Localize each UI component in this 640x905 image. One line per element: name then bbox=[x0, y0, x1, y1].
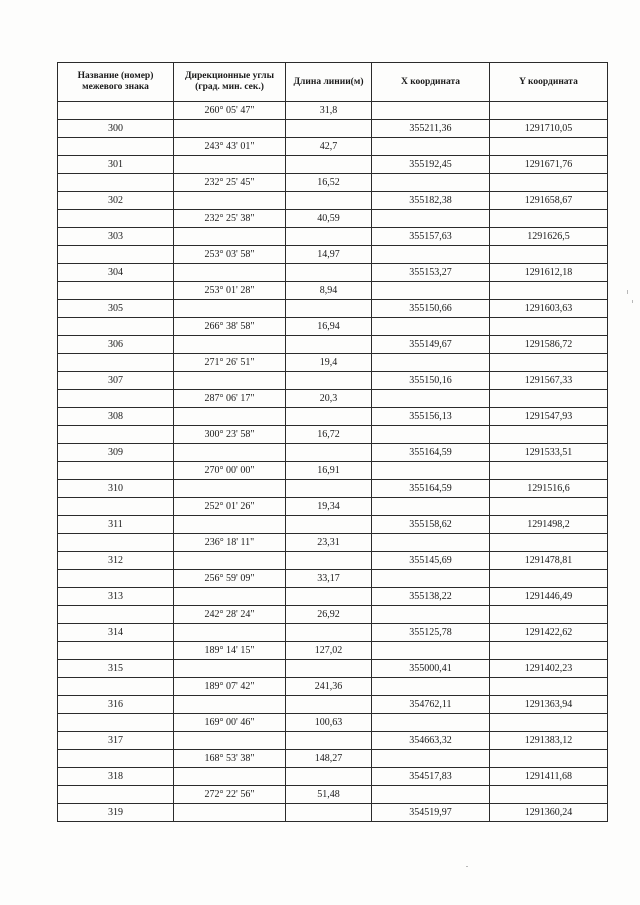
table-row bbox=[58, 768, 608, 786]
cell-x-coordinate bbox=[372, 426, 490, 444]
cell-x-coordinate bbox=[372, 246, 490, 264]
cell-x-coordinate bbox=[372, 534, 490, 552]
cell-direction-angle: 189° 14' 15" bbox=[174, 642, 286, 660]
cell-y-coordinate: 1291498,2 bbox=[490, 516, 608, 534]
cell-mark-name bbox=[58, 354, 174, 372]
cell-line-length: 8,94 bbox=[286, 282, 372, 300]
cell-line-length: 16,91 bbox=[286, 462, 372, 480]
cell-x-coordinate bbox=[372, 570, 490, 588]
cell-x-coordinate: 354519,97 bbox=[372, 804, 490, 822]
cell-x-coordinate: 355164,59 bbox=[372, 480, 490, 498]
cell-direction-angle: 253° 03' 58" bbox=[174, 246, 286, 264]
cell-y-coordinate: 1291586,72 bbox=[490, 336, 608, 354]
cell-y-coordinate bbox=[490, 462, 608, 480]
cell-x-coordinate bbox=[372, 786, 490, 804]
boundary-coordinates-table bbox=[57, 62, 608, 822]
cell-y-coordinate bbox=[490, 246, 608, 264]
cell-mark-name: 316 bbox=[58, 696, 174, 714]
cell-line-length: 33,17 bbox=[286, 570, 372, 588]
cell-y-coordinate bbox=[490, 354, 608, 372]
cell-x-coordinate: 355000,41 bbox=[372, 660, 490, 678]
header-y-coordinate: Y координата bbox=[490, 63, 608, 102]
cell-x-coordinate: 354517,83 bbox=[372, 768, 490, 786]
table-row bbox=[58, 408, 608, 426]
cell-direction-angle: 272° 22' 56" bbox=[174, 786, 286, 804]
table-row bbox=[58, 678, 608, 696]
cell-direction-angle: 169° 00' 46" bbox=[174, 714, 286, 732]
table-row bbox=[58, 264, 608, 282]
table-row bbox=[58, 354, 608, 372]
cell-mark-name bbox=[58, 498, 174, 516]
cell-direction-angle bbox=[174, 408, 286, 426]
table-row bbox=[58, 534, 608, 552]
cell-line-length bbox=[286, 552, 372, 570]
cell-mark-name: 319 bbox=[58, 804, 174, 822]
cell-y-coordinate bbox=[490, 318, 608, 336]
cell-y-coordinate: 1291446,49 bbox=[490, 588, 608, 606]
cell-y-coordinate bbox=[490, 138, 608, 156]
cell-direction-angle: 300° 23' 58" bbox=[174, 426, 286, 444]
cell-line-length: 31,8 bbox=[286, 102, 372, 120]
cell-y-coordinate: 1291671,76 bbox=[490, 156, 608, 174]
cell-direction-angle: 287° 06' 17" bbox=[174, 390, 286, 408]
table-row bbox=[58, 336, 608, 354]
cell-line-length bbox=[286, 588, 372, 606]
cell-x-coordinate bbox=[372, 750, 490, 768]
cell-x-coordinate bbox=[372, 498, 490, 516]
cell-line-length: 19,4 bbox=[286, 354, 372, 372]
cell-direction-angle: 168° 53' 38" bbox=[174, 750, 286, 768]
cell-line-length bbox=[286, 444, 372, 462]
cell-y-coordinate: 1291383,12 bbox=[490, 732, 608, 750]
table-row bbox=[58, 696, 608, 714]
cell-line-length: 100,63 bbox=[286, 714, 372, 732]
cell-direction-angle bbox=[174, 480, 286, 498]
table-row bbox=[58, 102, 608, 120]
cell-x-coordinate: 355211,36 bbox=[372, 120, 490, 138]
cell-mark-name bbox=[58, 462, 174, 480]
cell-direction-angle bbox=[174, 192, 286, 210]
cell-mark-name: 313 bbox=[58, 588, 174, 606]
cell-x-coordinate bbox=[372, 282, 490, 300]
cell-line-length bbox=[286, 192, 372, 210]
cell-line-length: 127,02 bbox=[286, 642, 372, 660]
cell-mark-name bbox=[58, 642, 174, 660]
table-row bbox=[58, 120, 608, 138]
cell-x-coordinate: 355150,66 bbox=[372, 300, 490, 318]
cell-line-length bbox=[286, 660, 372, 678]
header-x-coordinate: X координата bbox=[372, 63, 490, 102]
margin-speck bbox=[632, 300, 633, 303]
cell-direction-angle bbox=[174, 552, 286, 570]
cell-mark-name bbox=[58, 246, 174, 264]
cell-y-coordinate: 1291360,24 bbox=[490, 804, 608, 822]
cell-line-length bbox=[286, 408, 372, 426]
table-row bbox=[58, 516, 608, 534]
cell-y-coordinate bbox=[490, 102, 608, 120]
table-row bbox=[58, 444, 608, 462]
cell-direction-angle: 256° 59' 09" bbox=[174, 570, 286, 588]
cell-direction-angle: 266° 38' 58" bbox=[174, 318, 286, 336]
cell-line-length bbox=[286, 156, 372, 174]
cell-direction-angle bbox=[174, 516, 286, 534]
cell-line-length: 20,3 bbox=[286, 390, 372, 408]
table-row bbox=[58, 246, 608, 264]
cell-mark-name bbox=[58, 174, 174, 192]
cell-line-length: 16,94 bbox=[286, 318, 372, 336]
table-row bbox=[58, 462, 608, 480]
cell-y-coordinate: 1291567,33 bbox=[490, 372, 608, 390]
cell-mark-name bbox=[58, 426, 174, 444]
cell-x-coordinate: 355125,78 bbox=[372, 624, 490, 642]
table-row bbox=[58, 390, 608, 408]
table-row bbox=[58, 714, 608, 732]
cell-mark-name: 308 bbox=[58, 408, 174, 426]
cell-mark-name: 315 bbox=[58, 660, 174, 678]
cell-mark-name: 305 bbox=[58, 300, 174, 318]
cell-line-length bbox=[286, 336, 372, 354]
cell-line-length bbox=[286, 732, 372, 750]
cell-y-coordinate: 1291411,68 bbox=[490, 768, 608, 786]
margin-speck bbox=[627, 290, 628, 294]
table-row bbox=[58, 624, 608, 642]
table-row bbox=[58, 192, 608, 210]
cell-mark-name bbox=[58, 534, 174, 552]
table-row bbox=[58, 804, 608, 822]
cell-y-coordinate bbox=[490, 534, 608, 552]
cell-x-coordinate bbox=[372, 174, 490, 192]
cell-line-length: 16,52 bbox=[286, 174, 372, 192]
table-row bbox=[58, 570, 608, 588]
header-direction-angle: Дирекционные углы (град. мин. сек.) bbox=[174, 63, 286, 102]
cell-line-length: 241,36 bbox=[286, 678, 372, 696]
cell-line-length bbox=[286, 120, 372, 138]
cell-line-length: 51,48 bbox=[286, 786, 372, 804]
cell-x-coordinate: 354762,11 bbox=[372, 696, 490, 714]
cell-y-coordinate: 1291710,05 bbox=[490, 120, 608, 138]
table-header-row bbox=[58, 63, 608, 102]
cell-y-coordinate: 1291516,6 bbox=[490, 480, 608, 498]
cell-y-coordinate: 1291658,67 bbox=[490, 192, 608, 210]
cell-x-coordinate bbox=[372, 390, 490, 408]
cell-x-coordinate bbox=[372, 318, 490, 336]
cell-line-length: 40,59 bbox=[286, 210, 372, 228]
table-row bbox=[58, 372, 608, 390]
table-row bbox=[58, 552, 608, 570]
cell-direction-angle bbox=[174, 732, 286, 750]
table-row bbox=[58, 138, 608, 156]
cell-line-length bbox=[286, 480, 372, 498]
cell-y-coordinate: 1291603,63 bbox=[490, 300, 608, 318]
table-row bbox=[58, 588, 608, 606]
cell-y-coordinate bbox=[490, 678, 608, 696]
cell-mark-name: 304 bbox=[58, 264, 174, 282]
cell-x-coordinate: 355164,59 bbox=[372, 444, 490, 462]
cell-direction-angle: 189° 07' 42" bbox=[174, 678, 286, 696]
cell-line-length bbox=[286, 804, 372, 822]
cell-x-coordinate: 355157,63 bbox=[372, 228, 490, 246]
cell-x-coordinate: 355138,22 bbox=[372, 588, 490, 606]
cell-y-coordinate: 1291478,81 bbox=[490, 552, 608, 570]
cell-x-coordinate bbox=[372, 606, 490, 624]
cell-line-length bbox=[286, 372, 372, 390]
cell-y-coordinate bbox=[490, 282, 608, 300]
cell-y-coordinate bbox=[490, 714, 608, 732]
table-row bbox=[58, 228, 608, 246]
table-row bbox=[58, 642, 608, 660]
cell-x-coordinate bbox=[372, 102, 490, 120]
cell-line-length bbox=[286, 228, 372, 246]
cell-line-length: 16,72 bbox=[286, 426, 372, 444]
cell-mark-name bbox=[58, 786, 174, 804]
cell-line-length: 19,34 bbox=[286, 498, 372, 516]
cell-mark-name: 307 bbox=[58, 372, 174, 390]
cell-y-coordinate bbox=[490, 570, 608, 588]
table-row bbox=[58, 210, 608, 228]
table-row bbox=[58, 786, 608, 804]
cell-direction-angle bbox=[174, 444, 286, 462]
cell-mark-name: 311 bbox=[58, 516, 174, 534]
table-row bbox=[58, 750, 608, 768]
cell-x-coordinate: 355153,27 bbox=[372, 264, 490, 282]
cell-x-coordinate bbox=[372, 462, 490, 480]
table-row bbox=[58, 300, 608, 318]
cell-direction-angle: 260° 05' 47" bbox=[174, 102, 286, 120]
table-row bbox=[58, 156, 608, 174]
table-row bbox=[58, 480, 608, 498]
cell-mark-name: 303 bbox=[58, 228, 174, 246]
cell-y-coordinate: 1291533,51 bbox=[490, 444, 608, 462]
cell-line-length: 148,27 bbox=[286, 750, 372, 768]
cell-direction-angle: 242° 28' 24" bbox=[174, 606, 286, 624]
table-row bbox=[58, 426, 608, 444]
cell-direction-angle: 236° 18' 11" bbox=[174, 534, 286, 552]
cell-line-length: 23,31 bbox=[286, 534, 372, 552]
cell-direction-angle bbox=[174, 336, 286, 354]
cell-x-coordinate: 355192,45 bbox=[372, 156, 490, 174]
cell-direction-angle: 232° 25' 45" bbox=[174, 174, 286, 192]
table-row bbox=[58, 282, 608, 300]
cell-x-coordinate: 355182,38 bbox=[372, 192, 490, 210]
cell-direction-angle: 232° 25' 38" bbox=[174, 210, 286, 228]
cell-mark-name: 306 bbox=[58, 336, 174, 354]
cell-direction-angle bbox=[174, 300, 286, 318]
cell-x-coordinate: 355145,69 bbox=[372, 552, 490, 570]
cell-y-coordinate: 1291626,5 bbox=[490, 228, 608, 246]
cell-mark-name: 312 bbox=[58, 552, 174, 570]
cell-direction-angle bbox=[174, 264, 286, 282]
cell-mark-name: 310 bbox=[58, 480, 174, 498]
cell-direction-angle bbox=[174, 660, 286, 678]
cell-direction-angle bbox=[174, 156, 286, 174]
cell-mark-name bbox=[58, 318, 174, 336]
cell-y-coordinate bbox=[490, 750, 608, 768]
cell-direction-angle bbox=[174, 768, 286, 786]
cell-y-coordinate bbox=[490, 210, 608, 228]
cell-x-coordinate: 355158,62 bbox=[372, 516, 490, 534]
cell-x-coordinate bbox=[372, 678, 490, 696]
cell-y-coordinate bbox=[490, 426, 608, 444]
cell-line-length bbox=[286, 696, 372, 714]
header-line-length: Длина линии(м) bbox=[286, 63, 372, 102]
cell-y-coordinate: 1291402,23 bbox=[490, 660, 608, 678]
cell-y-coordinate: 1291612,18 bbox=[490, 264, 608, 282]
table-row bbox=[58, 732, 608, 750]
cell-mark-name bbox=[58, 390, 174, 408]
cell-x-coordinate: 354663,32 bbox=[372, 732, 490, 750]
cell-mark-name bbox=[58, 102, 174, 120]
cell-direction-angle: 271° 26' 51" bbox=[174, 354, 286, 372]
cell-x-coordinate bbox=[372, 138, 490, 156]
cell-mark-name: 314 bbox=[58, 624, 174, 642]
cell-direction-angle bbox=[174, 804, 286, 822]
cell-line-length bbox=[286, 516, 372, 534]
cell-line-length bbox=[286, 768, 372, 786]
table-row bbox=[58, 606, 608, 624]
table-row bbox=[58, 498, 608, 516]
cell-x-coordinate: 355149,67 bbox=[372, 336, 490, 354]
cell-y-coordinate bbox=[490, 174, 608, 192]
cell-direction-angle bbox=[174, 696, 286, 714]
cell-mark-name: 300 bbox=[58, 120, 174, 138]
cell-x-coordinate bbox=[372, 642, 490, 660]
cell-mark-name bbox=[58, 714, 174, 732]
cell-mark-name bbox=[58, 606, 174, 624]
cell-line-length bbox=[286, 264, 372, 282]
cell-y-coordinate bbox=[490, 642, 608, 660]
cell-direction-angle: 243° 43' 01" bbox=[174, 138, 286, 156]
cell-line-length bbox=[286, 300, 372, 318]
cell-line-length: 14,97 bbox=[286, 246, 372, 264]
cell-y-coordinate: 1291422,62 bbox=[490, 624, 608, 642]
cell-mark-name bbox=[58, 678, 174, 696]
cell-direction-angle bbox=[174, 372, 286, 390]
table-row bbox=[58, 660, 608, 678]
cell-direction-angle: 253° 01' 28" bbox=[174, 282, 286, 300]
cell-mark-name: 302 bbox=[58, 192, 174, 210]
cell-line-length bbox=[286, 624, 372, 642]
cell-mark-name bbox=[58, 210, 174, 228]
cell-mark-name: 301 bbox=[58, 156, 174, 174]
cell-mark-name bbox=[58, 750, 174, 768]
cell-direction-angle bbox=[174, 120, 286, 138]
header-mark-name: Название (номер) межевого знака bbox=[58, 63, 174, 102]
table-row bbox=[58, 318, 608, 336]
cell-x-coordinate bbox=[372, 714, 490, 732]
cell-y-coordinate: 1291363,94 bbox=[490, 696, 608, 714]
cell-line-length: 42,7 bbox=[286, 138, 372, 156]
cell-x-coordinate bbox=[372, 210, 490, 228]
cell-mark-name bbox=[58, 138, 174, 156]
cell-x-coordinate bbox=[372, 354, 490, 372]
cell-mark-name: 318 bbox=[58, 768, 174, 786]
cell-y-coordinate bbox=[490, 498, 608, 516]
cell-direction-angle: 270° 00' 00" bbox=[174, 462, 286, 480]
cell-direction-angle bbox=[174, 228, 286, 246]
cell-direction-angle bbox=[174, 588, 286, 606]
table-row bbox=[58, 174, 608, 192]
cell-direction-angle bbox=[174, 624, 286, 642]
cell-mark-name: 317 bbox=[58, 732, 174, 750]
cell-line-length: 26,92 bbox=[286, 606, 372, 624]
cell-x-coordinate: 355156,13 bbox=[372, 408, 490, 426]
cell-mark-name bbox=[58, 282, 174, 300]
cell-y-coordinate bbox=[490, 390, 608, 408]
cell-mark-name: 309 bbox=[58, 444, 174, 462]
cell-direction-angle: 252° 01' 26" bbox=[174, 498, 286, 516]
cell-mark-name bbox=[58, 570, 174, 588]
cell-x-coordinate: 355150,16 bbox=[372, 372, 490, 390]
table-body bbox=[58, 102, 608, 822]
margin-speck bbox=[466, 866, 468, 867]
cell-y-coordinate: 1291547,93 bbox=[490, 408, 608, 426]
cell-y-coordinate bbox=[490, 786, 608, 804]
cell-y-coordinate bbox=[490, 606, 608, 624]
